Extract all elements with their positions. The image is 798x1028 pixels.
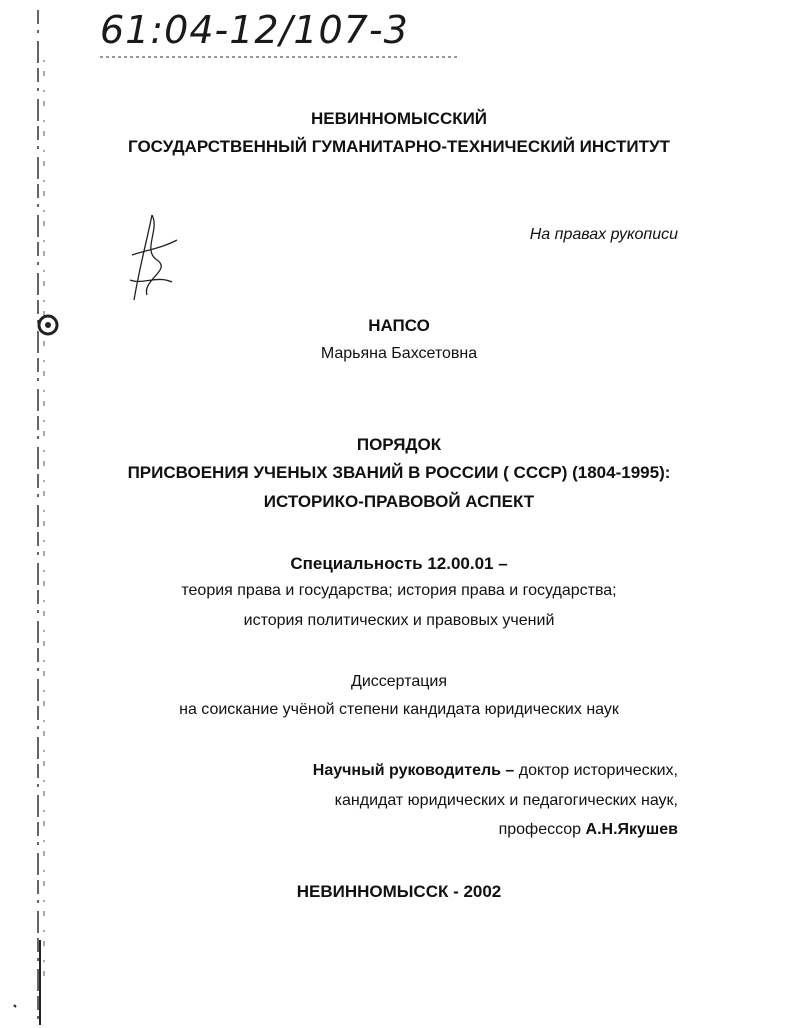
signature-mark [122, 210, 182, 310]
title-line-2: ПРИСВОЕНИЯ УЧЕНЫХ ЗВАНИЙ В РОССИИ ( СССР) (1804-1995): [127, 463, 671, 482]
title-line-3: ИСТОРИКО-ПРАВОВОЙ АСПЕКТ [263, 492, 535, 511]
supervisor-line-3 [300, 821, 678, 839]
specialty-heading: Специальность 12.00.01 – [290, 554, 508, 573]
author-surname: НАПСО [368, 316, 430, 335]
specialty-line-1: теория права и государства; история права и государства; [181, 582, 617, 599]
dissertation-line-2: на соискание учёной степени кандидата юридических наук [179, 701, 619, 718]
manuscript-note: На правах рукописи [529, 226, 678, 243]
supervisor-line-2: кандидат юридических и педагогических наук, [334, 792, 678, 809]
title-line-1: ПОРЯДОК [356, 435, 442, 454]
dissertation-line-1: Диссертация [350, 673, 448, 690]
archive-code-underline [100, 54, 460, 60]
city-year: НЕВИННОМЫССК - 2002 [296, 882, 502, 901]
supervisor-line-1 [300, 762, 678, 780]
supervisor-degree: доктор исторических, [514, 762, 678, 779]
institution-line-2: ГОСУДАРСТВЕННЫЙ ГУМАНИТАРНО-ТЕХНИЧЕСКИЙ ИНСТИТУТ [128, 137, 670, 156]
supervisor-name: А.Н.Якушев [585, 821, 678, 838]
institution-line-1: НЕВИННОМЫССКИЙ [310, 109, 488, 128]
author-name: Марьяна Бахсетовна [320, 345, 478, 362]
specialty-line-2: история политических и правовых учений [243, 612, 555, 629]
supervisor-title: профессор [498, 821, 586, 838]
supervisor-label: Научный руководитель – [312, 762, 515, 779]
archive-code: 61:04-12/107-3 [100, 8, 409, 52]
